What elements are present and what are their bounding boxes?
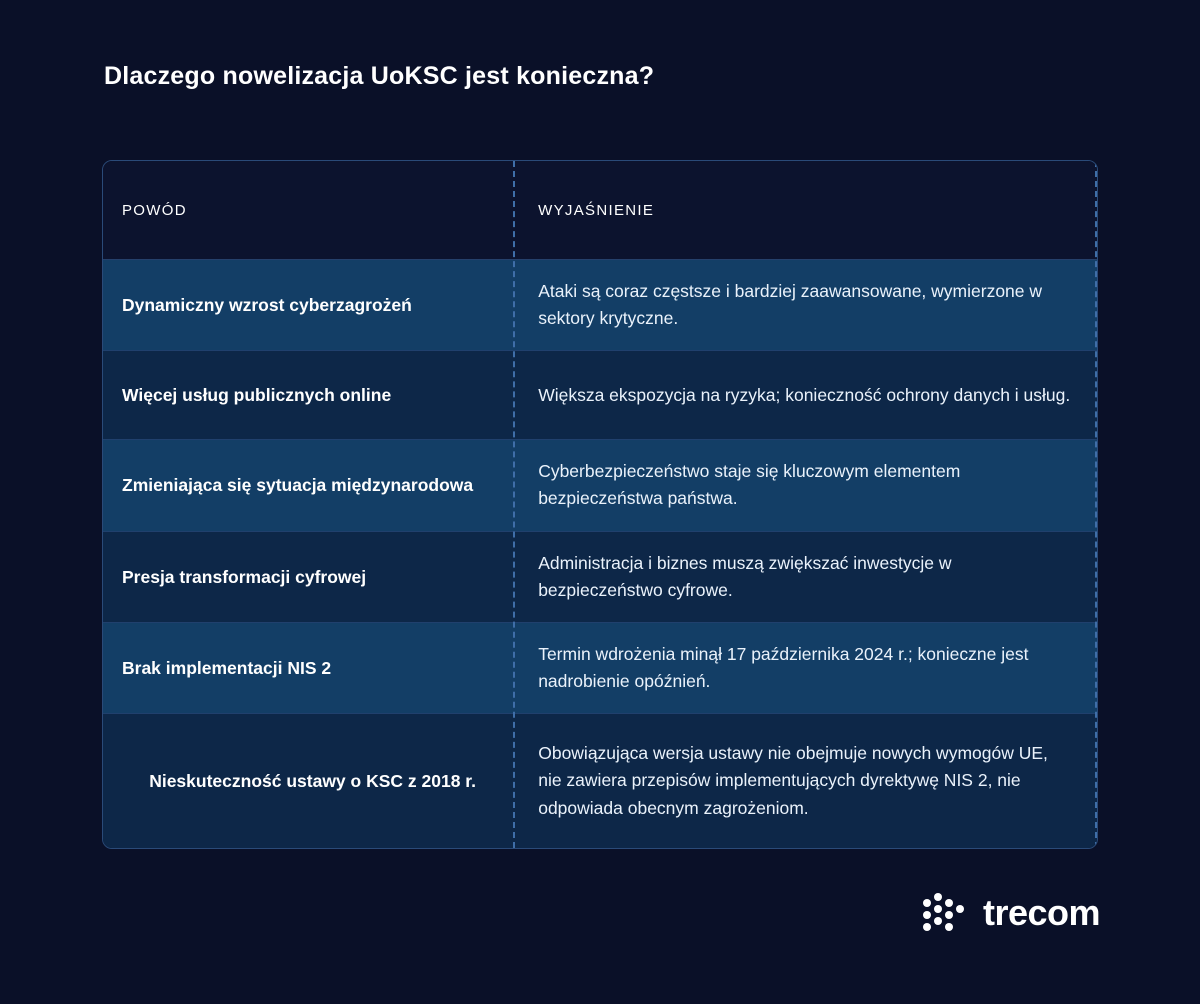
- table-row: [103, 260, 1097, 351]
- column-header-explanation: WYJAŚNIENIE: [538, 201, 655, 219]
- table-row: [103, 351, 1097, 440]
- table-row: [103, 532, 1097, 623]
- table-row: [103, 714, 1097, 848]
- row-reason: Brak implementacji NIS 2: [122, 657, 332, 678]
- column-header-reason: POWÓD: [122, 201, 187, 219]
- row-reason: Więcej usług publicznych online: [122, 385, 392, 406]
- logo-wordmark: trecom: [982, 892, 1100, 933]
- row-explanation: Cyberbezpieczeństwo staje się kluczowym elementem bezpieczeństwa państwa.: [538, 461, 961, 509]
- brand-logo: [923, 892, 1100, 934]
- reasons-table: [102, 160, 1098, 849]
- row-reason: Zmieniająca się sytuacja międzynarodowa: [122, 475, 474, 496]
- table-header-row: [103, 161, 1097, 260]
- row-explanation: Obowiązująca wersja ustawy nie obejmuje nowych wymogów UE, nie zawiera przepisów implementujących dyrektywę NIS 2, nie odpowiada obecnym zagrożeniom.: [538, 743, 1048, 818]
- page-title: Dlaczego nowelizacja UoKSC jest konieczna?: [104, 62, 655, 90]
- row-reason: Nieskuteczność ustawy o KSC z 2018 r.: [149, 770, 477, 791]
- row-reason: Dynamiczny wzrost cyberzagrożeń: [122, 295, 412, 315]
- row-reason: Presja transformacji cyfrowej: [122, 566, 367, 587]
- dot-cluster-icon: [923, 893, 969, 933]
- row-explanation: Administracja i biznes muszą zwiększać inwestycje w bezpieczeństwo cyfrowe.: [538, 552, 952, 600]
- row-explanation: Większa ekspozycja na ryzyka; konieczność ochrony danych i usług.: [538, 384, 1071, 405]
- row-explanation: Termin wdrożenia minął 17 października 2024 r.; konieczne jest nadrobienie opóźnień.: [538, 643, 1029, 691]
- table-row: [103, 440, 1097, 531]
- table-row: [103, 623, 1097, 714]
- row-explanation: Ataki są coraz częstsze i bardziej zaawansowane, wymierzone w sektory krytyczne.: [538, 281, 1043, 329]
